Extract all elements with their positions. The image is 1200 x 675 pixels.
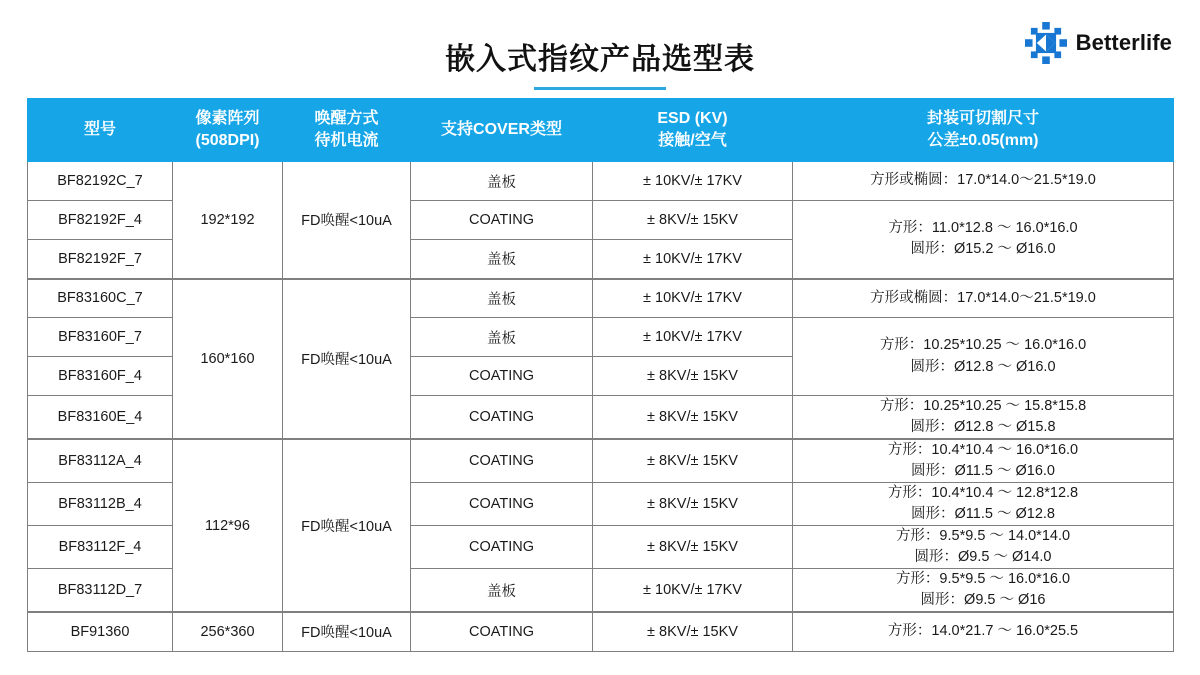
cell-package-size bbox=[793, 162, 1174, 201]
cell-esd: ± 8KV/± 15KV bbox=[593, 201, 793, 240]
cell-model: BF83112F_4 bbox=[28, 526, 173, 569]
col-header-esd-line2: 接触/空气 bbox=[658, 132, 727, 149]
cell-esd: ± 10KV/± 17KV bbox=[593, 279, 793, 318]
col-header-package-size-line2: 公差±0.05(mm) bbox=[927, 132, 1039, 149]
table-row bbox=[28, 162, 1174, 201]
cell-cover-type: 盖板 bbox=[411, 162, 593, 201]
col-header-esd-line1: ESD (KV) bbox=[657, 110, 728, 128]
page-title: 嵌入式指纹产品选型表 bbox=[445, 43, 755, 76]
title-underline bbox=[534, 87, 666, 90]
package-size-line2: 圆形：Ø9.5 ～ Ø16 bbox=[920, 592, 1046, 609]
package-size-line2: 圆形：Ø12.8 ～ Ø16.0 bbox=[910, 358, 1056, 375]
package-size-line2: 圆形：Ø11.5 ～ Ø12.8 bbox=[911, 506, 1055, 523]
cell-cover-type: 盖板 bbox=[411, 279, 593, 318]
col-header-esd bbox=[593, 99, 793, 162]
cell-model: BF82192F_4 bbox=[28, 201, 173, 240]
cell-model: BF83160F_4 bbox=[28, 357, 173, 396]
cell-cover-type: COATING bbox=[411, 612, 593, 651]
cell-model: BF91360 bbox=[28, 612, 173, 651]
cell-wake-mode: FD唤醒<10uA bbox=[283, 612, 411, 651]
cell-wake-mode: FD唤醒<10uA bbox=[283, 162, 411, 279]
cell-package-size bbox=[793, 396, 1174, 440]
package-size-line1: 方形：9.5*9.5 ～ 14.0*14.0 bbox=[895, 528, 1071, 545]
package-size-line1: 方形：10.4*10.4 ～ 12.8*12.8 bbox=[887, 485, 1079, 502]
cell-package-size bbox=[793, 279, 1174, 318]
cell-cover-type: COATING bbox=[411, 357, 593, 396]
col-header-cover-type-label: 支持COVER类型 bbox=[441, 121, 562, 139]
cell-package-size bbox=[793, 201, 1174, 279]
package-size-line1: 方形：10.4*10.4 ～ 16.0*16.0 bbox=[887, 442, 1079, 459]
cell-wake-mode: FD唤醒<10uA bbox=[283, 279, 411, 440]
package-size-line2: 圆形：Ø12.8 ～ Ø15.8 bbox=[910, 419, 1056, 436]
page-title-block bbox=[0, 34, 1200, 90]
cell-package-size bbox=[793, 569, 1174, 613]
cell-package-size bbox=[793, 318, 1174, 396]
col-header-model-label: 型号 bbox=[83, 121, 116, 139]
spec-table bbox=[27, 98, 1174, 652]
col-header-package-size-line1: 封装可切割尺寸 bbox=[926, 110, 1039, 128]
col-header-pixel-array-line1: 像素阵列 bbox=[195, 110, 260, 128]
cell-cover-type: COATING bbox=[411, 526, 593, 569]
package-size-line2: 圆形：Ø15.2 ～ Ø16.0 bbox=[910, 241, 1056, 258]
cell-esd: ± 8KV/± 15KV bbox=[593, 396, 793, 440]
cell-esd: ± 8KV/± 15KV bbox=[593, 357, 793, 396]
table-row bbox=[28, 279, 1174, 318]
cell-cover-type: COATING bbox=[411, 439, 593, 483]
cell-package-size bbox=[793, 483, 1174, 526]
cell-esd: ± 8KV/± 15KV bbox=[593, 612, 793, 651]
cell-esd: ± 10KV/± 17KV bbox=[593, 162, 793, 201]
package-size-line1: 方形：9.5*9.5 ～ 16.0*16.0 bbox=[895, 571, 1071, 588]
cell-esd: ± 8KV/± 15KV bbox=[593, 526, 793, 569]
cell-model: BF83160F_7 bbox=[28, 318, 173, 357]
package-size-line1: 方形或椭圆：17.0*14.0～21.5*19.0 bbox=[870, 289, 1096, 306]
cell-pixel-array: 160*160 bbox=[173, 279, 283, 440]
cell-model: BF83160E_4 bbox=[28, 396, 173, 440]
package-size-line1: 方形：10.25*10.25 ～ 16.0*16.0 bbox=[879, 337, 1087, 354]
col-header-wake-mode-line1: 唤醒方式 bbox=[314, 110, 379, 128]
table-row bbox=[28, 612, 1174, 651]
col-header-pixel-array-line2: (508DPI) bbox=[195, 132, 260, 149]
col-header-pixel-array bbox=[173, 99, 283, 162]
package-size-line1: 方形或椭圆：17.0*14.0～21.5*19.0 bbox=[870, 172, 1096, 189]
package-size-line2: 圆形：Ø11.5 ～ Ø16.0 bbox=[911, 463, 1055, 480]
cell-pixel-array: 192*192 bbox=[173, 162, 283, 279]
header-row bbox=[28, 99, 1174, 162]
brand-name: Betterlife bbox=[1075, 30, 1172, 55]
cell-package-size bbox=[793, 612, 1174, 651]
package-size-line1: 方形：10.25*10.25 ～ 15.8*15.8 bbox=[879, 398, 1087, 414]
cell-model: BF83112B_4 bbox=[28, 483, 173, 526]
cell-esd: ± 10KV/± 17KV bbox=[593, 318, 793, 357]
cell-cover-type: 盖板 bbox=[411, 569, 593, 613]
cell-cover-type: 盖板 bbox=[411, 318, 593, 357]
cell-esd: ± 8KV/± 15KV bbox=[593, 483, 793, 526]
col-header-package-size bbox=[793, 99, 1174, 162]
col-header-wake-mode bbox=[283, 99, 411, 162]
cell-model: BF83160C_7 bbox=[28, 279, 173, 318]
spec-table-container bbox=[27, 98, 1173, 652]
cell-esd: ± 10KV/± 17KV bbox=[593, 569, 793, 613]
cell-pixel-array: 112*96 bbox=[173, 439, 283, 612]
cell-model: BF83112A_4 bbox=[28, 439, 173, 483]
cell-package-size bbox=[793, 526, 1174, 569]
cell-model: BF82192F_7 bbox=[28, 240, 173, 279]
package-size-line2: 圆形：Ø9.5 ～ Ø14.0 bbox=[914, 549, 1052, 566]
table-body bbox=[28, 162, 1174, 652]
col-header-wake-mode-line2: 待机电流 bbox=[314, 132, 379, 149]
cell-cover-type: 盖板 bbox=[411, 240, 593, 279]
cell-cover-type: COATING bbox=[411, 201, 593, 240]
cell-esd: ± 10KV/± 17KV bbox=[593, 240, 793, 279]
col-header-model bbox=[28, 99, 173, 162]
package-size-line1: 方形：14.0*21.7 ～ 16.0*25.5 bbox=[887, 623, 1079, 640]
cell-cover-type: COATING bbox=[411, 483, 593, 526]
cell-pixel-array: 256*360 bbox=[173, 612, 283, 651]
cell-model: BF83112D_7 bbox=[28, 569, 173, 613]
table-header bbox=[28, 99, 1174, 162]
cell-model: BF82192C_7 bbox=[28, 162, 173, 201]
table-row bbox=[28, 439, 1174, 483]
package-size-line1: 方形：11.0*12.8 ～ 16.0*16.0 bbox=[888, 220, 1078, 237]
cell-cover-type: COATING bbox=[411, 396, 593, 440]
cell-package-size bbox=[793, 439, 1174, 483]
cell-esd: ± 8KV/± 15KV bbox=[593, 439, 793, 483]
col-header-cover-type bbox=[411, 99, 593, 162]
cell-wake-mode: FD唤醒<10uA bbox=[283, 439, 411, 612]
